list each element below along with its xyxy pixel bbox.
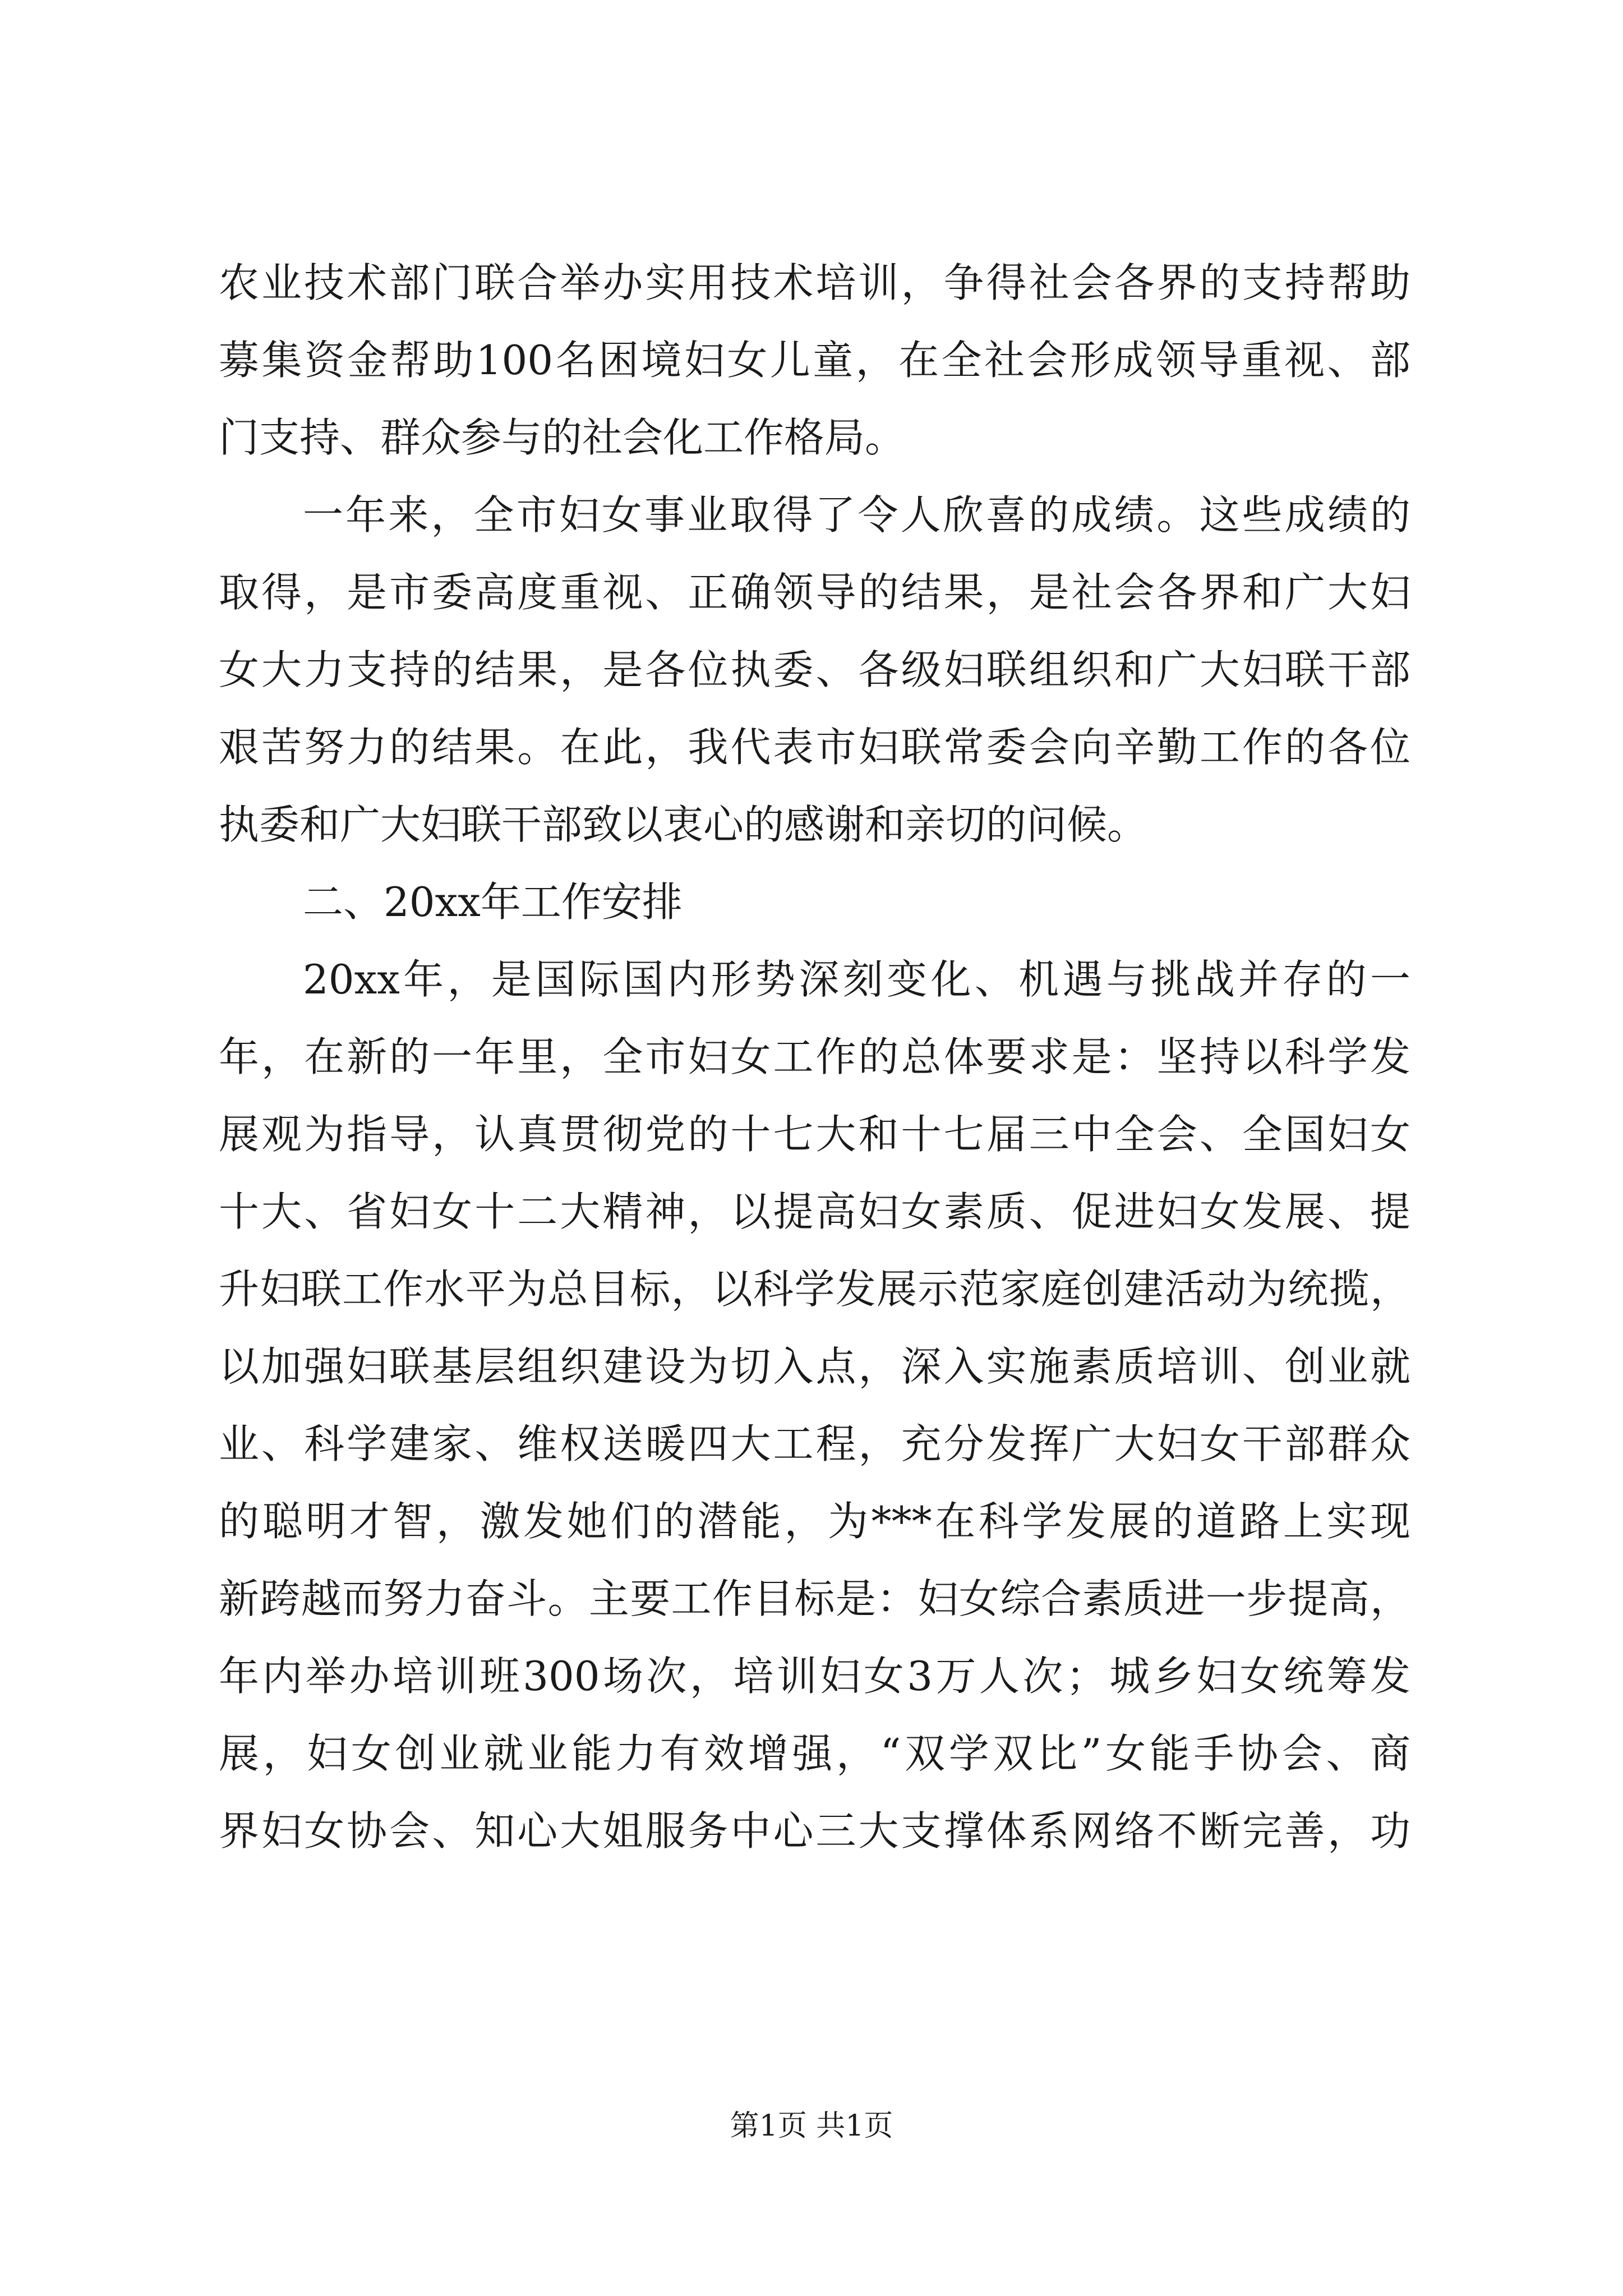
text-line: 以加强妇联基层组织建设为切入点，深入实施素质培训、创业就	[219, 1343, 1410, 1390]
text-line: 女大力支持的结果，是各位执委、各级妇联组织和广大妇联干部	[219, 646, 1410, 693]
text-line: 展观为指导，认真贯彻党的十七大和十七届三中全会、全国妇女	[219, 1111, 1410, 1158]
text-line: 年内举办培训班300场次，培训妇女3万人次；城乡妇女统筹发	[219, 1653, 1410, 1700]
section-heading: 二、20xx年工作安排	[303, 878, 683, 926]
text-line: 募集资金帮助100名困境妇女儿童，在全社会形成领导重视、部	[219, 337, 1410, 384]
text-line: 的聪明才智，激发她们的潜能，为***在科学发展的道路上实现	[219, 1498, 1410, 1545]
text-line: 一年来，全市妇女事业取得了令人欣喜的成绩。这些成绩的	[303, 491, 1410, 539]
text-line: 20xx年，是国际国内形势深刻变化、机遇与挑战并存的一	[303, 956, 1410, 1003]
text-line: 取得，是市委高度重视、正确领导的结果，是社会各界和广大妇	[219, 569, 1410, 616]
page-number-footer: 第1页 共1页	[730, 2109, 893, 2143]
text-line: 门支持、群众参与的社会化工作格局。	[219, 414, 906, 461]
text-line: 升妇联工作水平为总目标，以科学发展示范家庭创建活动为统揽，	[219, 1266, 1410, 1313]
text-line: 农业技术部门联合举办实用技术培训，争得社会各界的支持帮助	[219, 259, 1410, 306]
text-line: 执委和广大妇联干部致以衷心的感谢和亲切的问候。	[219, 801, 1148, 848]
text-line: 十大、省妇女十二大精神，以提高妇女素质、促进妇女发展、提	[219, 1188, 1410, 1235]
text-line: 业、科学建家、维权送暖四大工程，充分发挥广大妇女干部群众	[219, 1420, 1410, 1467]
text-line: 艰苦努力的结果。在此，我代表市妇联常委会向辛勤工作的各位	[219, 724, 1410, 771]
text-line: 展，妇女创业就业能力有效增强，“双学双比”女能手协会、商	[219, 1730, 1410, 1777]
text-line: 界妇女协会、知心大姐服务中心三大支撑体系网络不断完善，功	[219, 1807, 1410, 1855]
document-body	[219, 244, 1410, 1870]
text-line: 新跨越而努力奋斗。主要工作目标是：妇女综合素质进一步提高，	[219, 1575, 1410, 1622]
text-line: 年，在新的一年里，全市妇女工作的总体要求是：坚持以科学发	[219, 1033, 1410, 1080]
